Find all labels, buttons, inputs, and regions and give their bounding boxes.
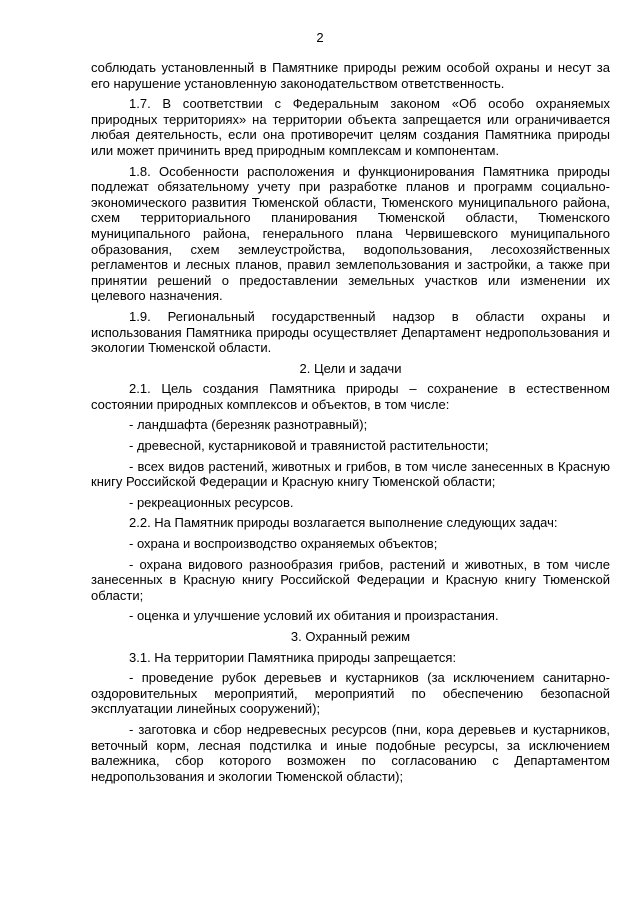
- list-item: - заготовка и сбор недревесных ресурсов (пни, кора деревьев и кустарников, веточный корм, лесная подстилка и иные подобные ресурсы, за исключением валежника, сбор которого возможен по согласованию с Департаментом недропользования и экологии Тюменской области);: [91, 721, 610, 784]
- section-heading-protection: 3. Охранный режим: [290, 629, 411, 644]
- list-item: - охрана видового разнообразия грибов, растений и животных, в том числе занесенных в Красную книгу Российской Федерации и Красную книгу Тюменской области;: [91, 556, 610, 603]
- page-number: 2: [316, 30, 324, 45]
- list-item: - всех видов растений, животных и грибов, в том числе занесенных в Красную книгу Российской Федерации и Красную книгу Тюменской области;: [91, 458, 610, 490]
- list-item: - охрана и воспроизводство охраняемых объектов;: [129, 536, 438, 552]
- paragraph-1-7: 1.7. В соответствии с Федеральным законом «Об особо охраняемых природных территориях» на территории объекта запрещается или ограничивается любая деятельность, если она противоречит целям создания Памятника природы или может причинить вред природным комплексам и компонентам.: [91, 96, 610, 158]
- paragraph-1-9: 1.9. Региональный государственный надзор в области охраны и использования Памятника природы осуществляет Департамент недропользования и экологии Тюменской области.: [91, 308, 610, 356]
- section-heading-goals: 2. Цели и задачи: [299, 360, 402, 376]
- list-item: - древесной, кустарниковой и травянистой растительности;: [129, 438, 489, 454]
- document-body: [91, 60, 610, 789]
- list-item: - рекреационных ресурсов.: [129, 494, 294, 510]
- list-item: - ландшафта (березняк разнотравный);: [129, 417, 368, 433]
- paragraph: соблюдать установленный в Памятнике природы режим особой охраны и несут за его нарушение установленную законодательством ответственность.: [91, 60, 610, 91]
- list-item: - оценка и улучшение условий их обитания и произрастания.: [129, 608, 499, 624]
- paragraph-2-2: 2.2. На Памятник природы возлагается выполнение следующих задач:: [129, 515, 558, 531]
- paragraph-3-1: 3.1. На территории Памятника природы запрещается:: [129, 649, 457, 665]
- paragraph-1-8: 1.8. Особенности расположения и функционирования Памятника природы подлежат обязательному учету при разработке планов и программ социально-экономического развития Тюменской области, Тюменского муниципального района, схем территориального планирования Тюменской области, Тюменского муниципального района, генерального плана Червишевского муниципального образования, схем землеустройства, водопользования, лесохозяйственных регламентов и лесных планов, правил землепользования и застройки, а также при принятии решений о предоставлении земельных участков или изменении их целевого назначения.: [91, 163, 610, 304]
- list-item: - проведение рубок деревьев и кустарников (за исключением санитарно-оздоровительных мероприятий, мероприятий по обеспечению безопасной эксплуатации линейных сооружений);: [91, 670, 610, 717]
- paragraph-2-1: 2.1. Цель создания Памятника природы – сохранение в естественном состоянии природных комплексов и объектов, в том числе:: [91, 381, 610, 412]
